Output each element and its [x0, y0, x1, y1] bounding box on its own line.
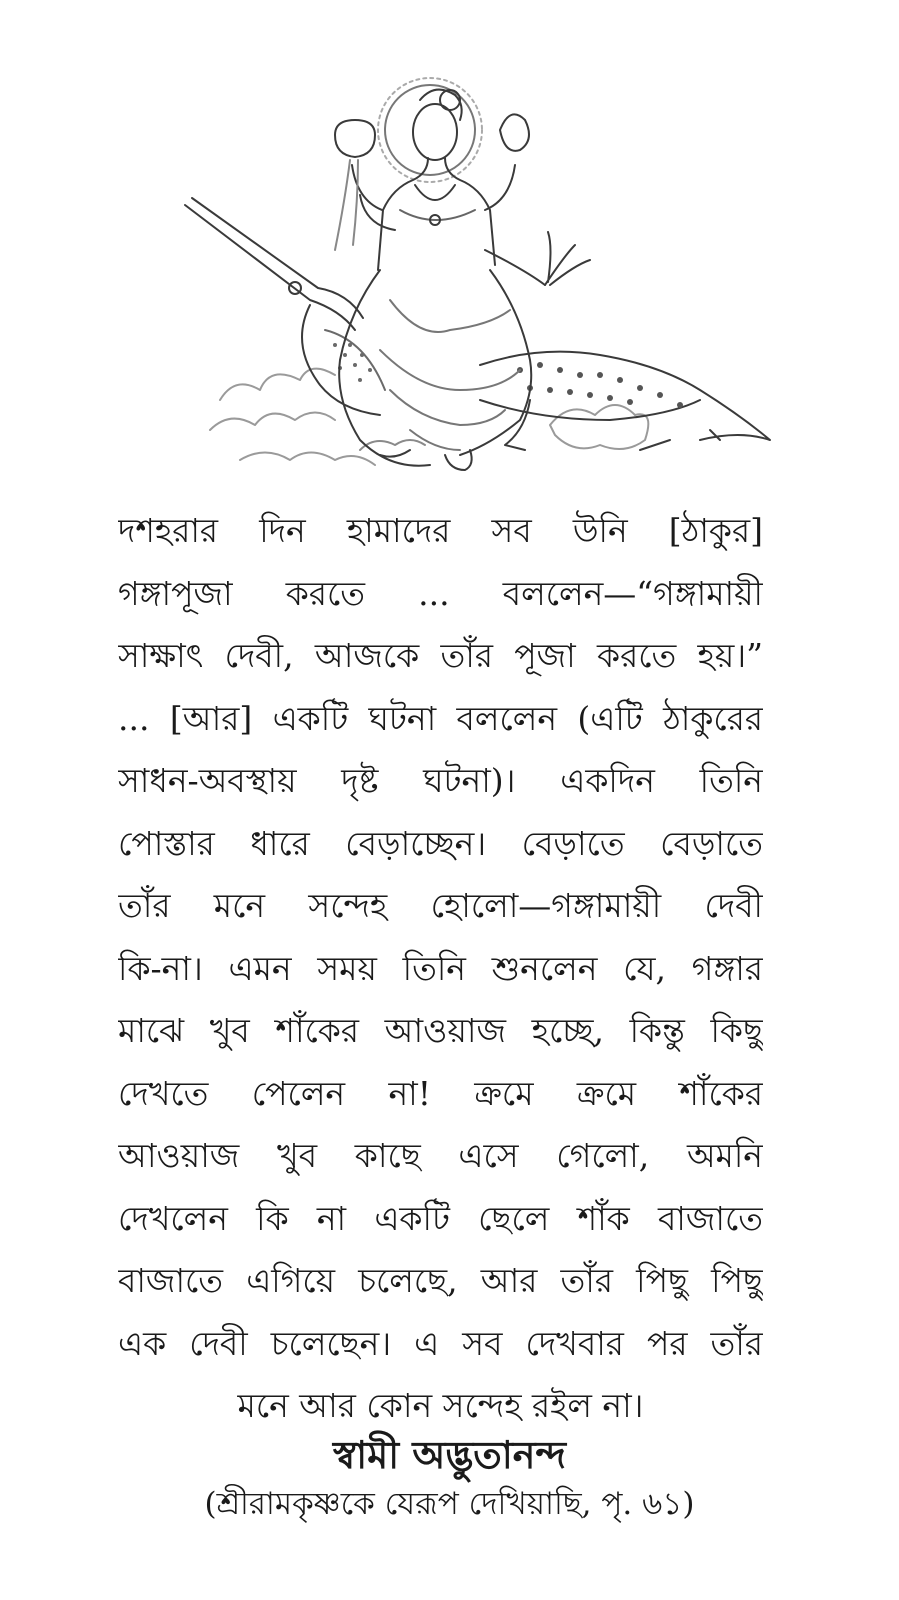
passage-line: দেখলেন কি না একটি ছেলে শাঁক বাজাতে	[118, 1198, 763, 1238]
passage-line: আওয়াজ খুব কাছে এসে গেলো, অমনি	[118, 1136, 763, 1175]
passage-line: গঙ্গাপূজা করতে ... বললেন—“গঙ্গামায়ী	[118, 573, 763, 613]
passage-line: সাধন-অবস্থায় দৃষ্ট ঘটনা)। একদিন তিনি	[118, 761, 763, 800]
author-name: স্বামী অদ্ভুতানন্দ	[333, 1432, 566, 1477]
passage-line: বাজাতে এগিয়ে চলেছে, আর তাঁর পিছু পিছু	[118, 1261, 763, 1300]
passage-line: সাক্ষাৎ দেবী, আজকে তাঁর পূজা করতে হয়।”	[118, 636, 763, 675]
goddess-ganga-on-makara-icon	[150, 70, 790, 490]
passage-line: পোস্তার ধারে বেড়াচ্ছেন। বেড়াতে বেড়াতে	[118, 823, 763, 863]
source-citation: (শ্রীরামকৃষ্ণকে যেরূপ দেখিয়াছি, পৃ. ৬১)	[204, 1486, 695, 1522]
passage-line: ... [আর] একটি ঘটনা বললেন (এটি ঠাকুরের	[118, 698, 763, 738]
passage-line: দশহরার দিন হামাদের সব উনি [ঠাকুর]	[118, 511, 763, 550]
passage-line: মাঝে খুব শাঁকের আওয়াজ হচ্ছে, কিন্তু কিছু	[118, 1011, 763, 1050]
passage-line: এক দেবী চলেছেন। এ সব দেখবার পর তাঁর	[118, 1323, 763, 1363]
passage-line: তাঁর মনে সন্দেহ হোলো—গঙ্গামায়ী দেবী	[118, 886, 763, 925]
passage-line: কি-না। এমন সময় তিনি শুনলেন যে, গঙ্গার	[118, 948, 763, 988]
passage	[118, 500, 763, 1438]
passage-line: দেখতে পেলেন না! ক্রমে ক্রমে শাঁকের	[118, 1073, 763, 1113]
passage-line-last: মনে আর কোন সন্দেহ রইল না।	[237, 1386, 644, 1425]
